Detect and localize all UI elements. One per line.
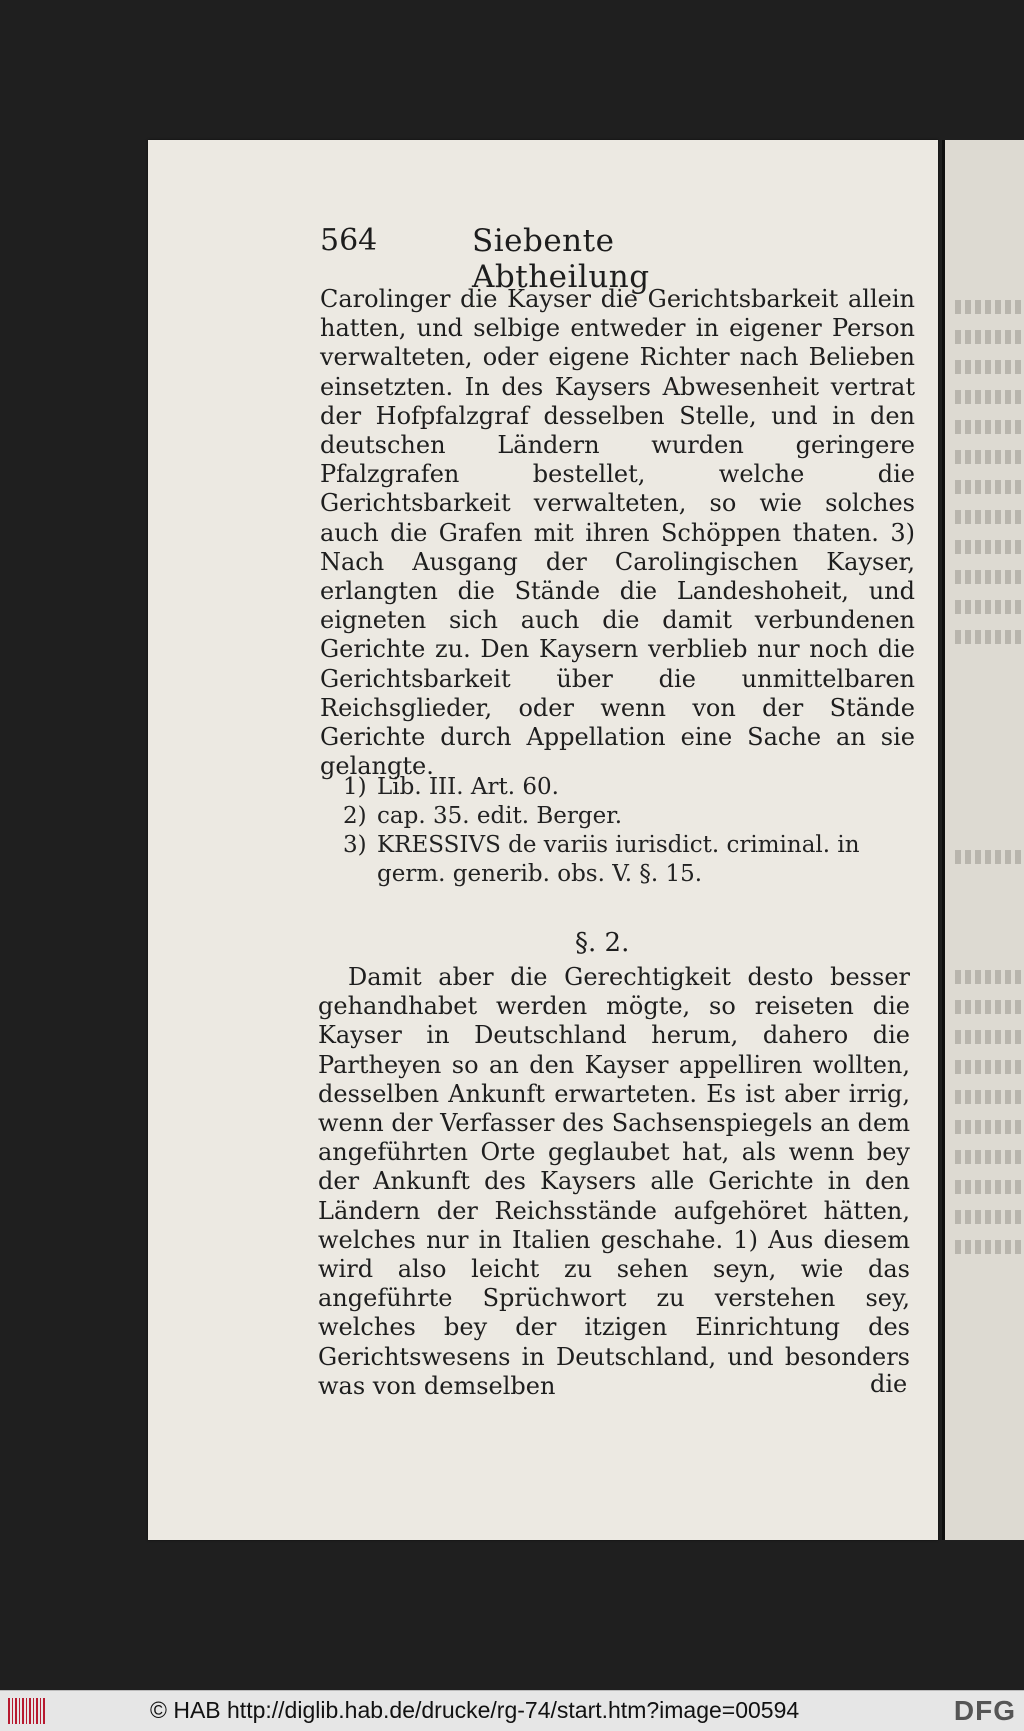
section-text: [318, 963, 910, 1401]
bleed-through-line: [955, 1180, 1024, 1194]
footnote: [343, 802, 915, 831]
bleed-through-line: [955, 630, 1024, 644]
bleed-through-line: [955, 390, 1024, 404]
bleed-through-line: [955, 1240, 1024, 1254]
bleed-through-line: [955, 450, 1024, 464]
footnote-number: 2): [343, 803, 367, 829]
bleed-through-line: [955, 1060, 1024, 1074]
bleed-through-line: [955, 1030, 1024, 1044]
barcode-icon: [8, 1698, 46, 1724]
footnotes: [343, 773, 915, 889]
footnote-text: Lib. III. Art. 60.: [377, 774, 559, 800]
bleed-through-line: [955, 1210, 1024, 1224]
bleed-through-line: [955, 300, 1024, 314]
bleed-through-line: [955, 510, 1024, 524]
footnote: [343, 831, 915, 889]
bleed-through-line: [955, 360, 1024, 374]
bleed-through-line: [955, 570, 1024, 584]
bleed-through-line: [955, 850, 1024, 864]
section-paragraph: Damit aber die Gerechtigkeit desto besser gehandhabet werden mögte, so reiseten die Kayser in Deutschland herum, dahero die Partheyen so an den Kayser appelliren wollten, desselben Ankunft erwarteten. Es ist aber irrig, wenn der Verfasser des Sachsenspiegels an dem angeführten Orte geglaubet hat, als wenn bey der Ankunft des Kaysers alle Gerichte in den Ländern der Reichsstände aufgehöret hätten, welches nur in Italien geschahe. 1) Aus diesem wird also leicht zu sehen seyn, wie das angeführte Sprüchwort zu verstehen sey, welches bey der itzigen Einrichtung des Gerichtswesens in Deutschland, und besonders was von demselben: [318, 963, 910, 1400]
footnote-text: KRESSIVS de variis iurisdict. criminal. in germ. generib. obs. V. §. 15.: [377, 832, 860, 887]
bleed-through-line: [955, 600, 1024, 614]
bleed-through-line: [955, 420, 1024, 434]
catchword: die: [870, 1370, 908, 1398]
footnote: [343, 773, 915, 802]
dfg-logo: DFG: [953, 1695, 1016, 1726]
bleed-through-line: [955, 480, 1024, 494]
viewer-footer: [0, 1690, 1024, 1731]
page-header: [320, 223, 760, 295]
bleed-through-line: [955, 970, 1024, 984]
footnote-number: 1): [343, 774, 367, 800]
bleed-through-line: [955, 330, 1024, 344]
bleed-through-line: [955, 1000, 1024, 1014]
running-head: Siebente Abtheilung: [472, 223, 650, 295]
body-paragraph: Carolinger die Kayser die Gerichtsbarkeit allein hatten, und selbige entweder in eigener Person verwalteten, oder eigene Richter nach Belieben einsetzten. In des Kaysers Abwesenheit vertrat der Hofpfalzgraf desselben Stelle, und in den deutschen Ländern wurden geringere Pfalzgrafen bestellet, welche die Gerichtsbarkeit verwalteten, so wie solches auch die Grafen mit ihren Schöppen thaten. 3) Nach Ausgang der Carolingischen Kayser, erlangten die Stände die Landeshoheit, und eigneten sich auch die damit verbundenen Gerichte zu. Den Kaysern verblieb nur noch die Gerichtsbarkeit über die unmittelbaren Reichsglieder, oder wenn von der Stände Gerichte durch Appellation eine Sache an sie gelangte.: [320, 285, 915, 781]
bleed-through-line: [955, 1150, 1024, 1164]
adjacent-page-edge: [942, 140, 1024, 1540]
body-text: [320, 285, 915, 781]
permalink[interactable]: © HAB http://diglib.hab.de/drucke/rg-74/start.htm?image=00594: [150, 1697, 800, 1723]
footnote-text: cap. 35. edit. Berger.: [377, 803, 623, 829]
page-number: 564: [320, 223, 378, 258]
bleed-through-line: [955, 1120, 1024, 1134]
section-heading: §. 2.: [575, 928, 630, 958]
footnote-number: 3): [343, 832, 367, 858]
bleed-through-line: [955, 540, 1024, 554]
bleed-through-line: [955, 1090, 1024, 1104]
